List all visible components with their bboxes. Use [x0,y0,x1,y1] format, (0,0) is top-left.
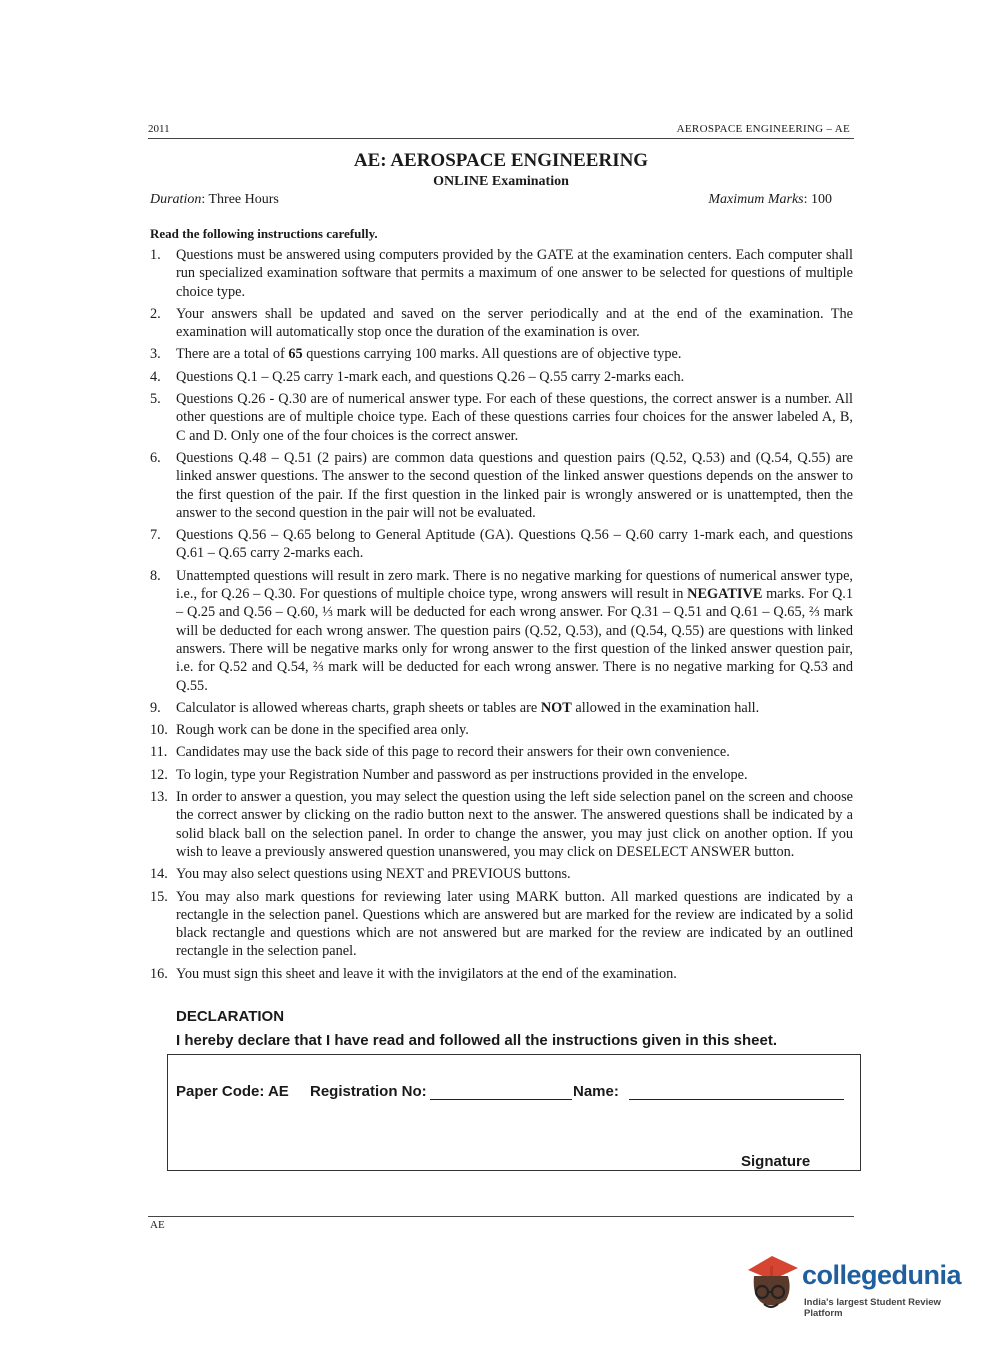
footer-divider [148,1216,854,1217]
registration-label: Registration No: [310,1083,427,1100]
marks-value: : 100 [803,192,832,207]
instruction-text: Your answers shall be updated and saved on the server periodically and at the end of the examination. The examination will automatically stop once the duration of the examination is over. [176,305,853,341]
instruction-number: 10. [150,722,168,739]
instructions-list [150,246,853,987]
instruction-number: 2. [150,305,161,322]
duration [150,192,279,208]
page-title: AE: AEROSPACE ENGINEERING [353,150,649,171]
instruction-number: 3. [150,346,161,363]
instruction-number: 16. [150,965,168,982]
instruction-text: Calculator is allowed whereas charts, graph sheets or tables are NOT allowed in the examination hall. [176,699,760,716]
marks-label: Maximum Marks [708,192,804,207]
instruction-text: In order to answer a question, you may select the question using the left side selection panel on the screen and choose the correct answer by clicking on the radio button next to the answer. The answered questions shall be indicated by a solid black ball on the selection panel. In order to change the answer, you may just click on another option. If you wish to leave a previously answered question unanswered, you may click on DESELECT ANSWER button. [176,789,853,860]
instruction-text: You may also mark questions for reviewing later using MARK button. All marked questions are indicated by a rectangle in the selection panel. Questions which are answered but are marked for the review are indicated by a solid black rectangle and questions which are not answered but are marked for the review are indicated by an outlined rectangle in the selection panel. [176,888,853,960]
instruction-number: 12. [150,766,168,783]
name-field[interactable] [629,1099,844,1100]
instruction-number: 4. [150,368,161,385]
instruction-item [150,345,853,363]
instruction-number: 6. [150,449,161,466]
duration-value: : Three Hours [201,192,279,207]
footer-code: AE [150,1219,165,1231]
instruction-text: Unattempted questions will result in zero mark. There is no negative marking for questions of numerical answer type, i.e., for Q.26 – Q.30. For questions of multiple choice type, wrong answers will result in NEGATIVE marks. For Q.1 – Q.25 and Q.56 – Q.60, ⅓ mark will be deducted for each wrong answer. For Q.31 – Q.51 and Q.61 – Q.65, ⅔ mark will be deducted for each wrong answer. The question pairs (Q.52, Q.53), and (Q.54, Q.55) are questions with linked answers. There will be negative marks only for wrong answer to the first question of the linked answer question pair, i.e. for Q.52 and Q.54, ⅔ mark will be deducted for each wrong answer. There is no negative marking for Q.53 and Q.55. [176,567,853,694]
instruction-item [150,888,853,961]
instruction-text: You must sign this sheet and leave it with the invigilators at the end of the examination. [176,965,677,982]
instruction-text: Questions Q.1 – Q.25 carry 1-mark each, and questions Q.26 – Q.55 carry 2-marks each. [176,368,685,385]
paper-code: Paper Code: AE [176,1083,289,1100]
mascot-icon [742,1248,804,1318]
instruction-number: 15. [150,888,168,905]
instruction-item [150,699,853,717]
logo-tagline: India's largest Student Review Platform [804,1297,941,1319]
instruction-number: 7. [150,527,161,544]
declaration-title: DECLARATION [176,1008,285,1025]
instruction-item [150,567,853,695]
registration-field[interactable] [430,1099,572,1100]
instruction-number: 14. [150,866,168,883]
instruction-number: 5. [150,391,161,408]
instruction-text: There are a total of 65 questions carrying 100 marks. All questions are of objective type. [176,346,682,363]
instruction-text: Questions Q.48 – Q.51 (2 pairs) are common data questions and question pairs (Q.52, Q.53) and (Q.54, Q.55) are linked answer questions. The answer to the second question of the linked answer questions depends on the answer to the first question of the pair. If the first question in the linked pair is wrongly answered or is unattempted, then the answer to the second question in the pair will not be evaluated. [176,449,853,521]
instruction-item [150,449,853,522]
instruction-item [150,766,853,784]
logo-wordmark: collegedunia [802,1260,962,1290]
instruction-item [150,788,853,861]
instruction-item [150,305,853,342]
declaration-text: I hereby declare that I have read and followed all the instructions given in this sheet. [176,1032,777,1049]
instruction-text: Questions must be answered using computers provided by the GATE at the examination centers. Each computer shall run specialized examination software that permits a maximum of one answer to be selected for questions of multiple choice type. [176,247,853,300]
instruction-text: Rough work can be done in the specified area only. [176,722,469,739]
instruction-text: To login, type your Registration Number and password as per instructions provided in the envelope. [176,766,748,783]
declaration-box [167,1054,861,1171]
instruction-text: Candidates may use the back side of this page to record their answers for their own convenience. [176,744,730,761]
header-year: 2011 [148,123,170,135]
collegedunia-logo [742,1248,972,1328]
instruction-item [150,526,853,563]
instruction-number: 13. [150,789,168,806]
instruction-text: You may also select questions using NEXT and PREVIOUS buttons. [176,866,571,883]
page-subtitle: ONLINE Examination [433,174,569,189]
header-subject: AEROSPACE ENGINEERING – AE [676,123,850,135]
instruction-item [150,246,853,301]
page-header [148,123,854,139]
instruction-number: 8. [150,567,161,584]
instruction-text: Questions Q.56 – Q.65 belong to General Aptitude (GA). Questions Q.56 – Q.60 carry 1-mark each, and questions Q.61 – Q.65 carry 2-marks each. [176,527,853,562]
instruction-item [150,743,853,761]
instruction-text: Questions Q.26 - Q.30 are of numerical answer type. For each of these questions, the correct answer is a number. All other questions are of multiple choice type. Each of these questions carries four choices for the answer labeled A, B, C and D. Only one of the four choices is the correct answer. [176,391,853,444]
name-label: Name: [573,1083,619,1100]
maximum-marks [708,192,832,208]
instruction-item [150,865,853,883]
instruction-item [150,965,853,983]
instruction-item [150,368,853,386]
instruction-number: 1. [150,247,161,263]
instructions-heading: Read the following instructions carefully. [150,226,378,241]
instruction-item [150,390,853,445]
instruction-number: 11. [150,744,168,761]
duration-label: Duration [150,192,202,207]
instruction-number: 9. [150,699,161,716]
signature-label: Signature [741,1153,811,1170]
instruction-item [150,721,853,739]
